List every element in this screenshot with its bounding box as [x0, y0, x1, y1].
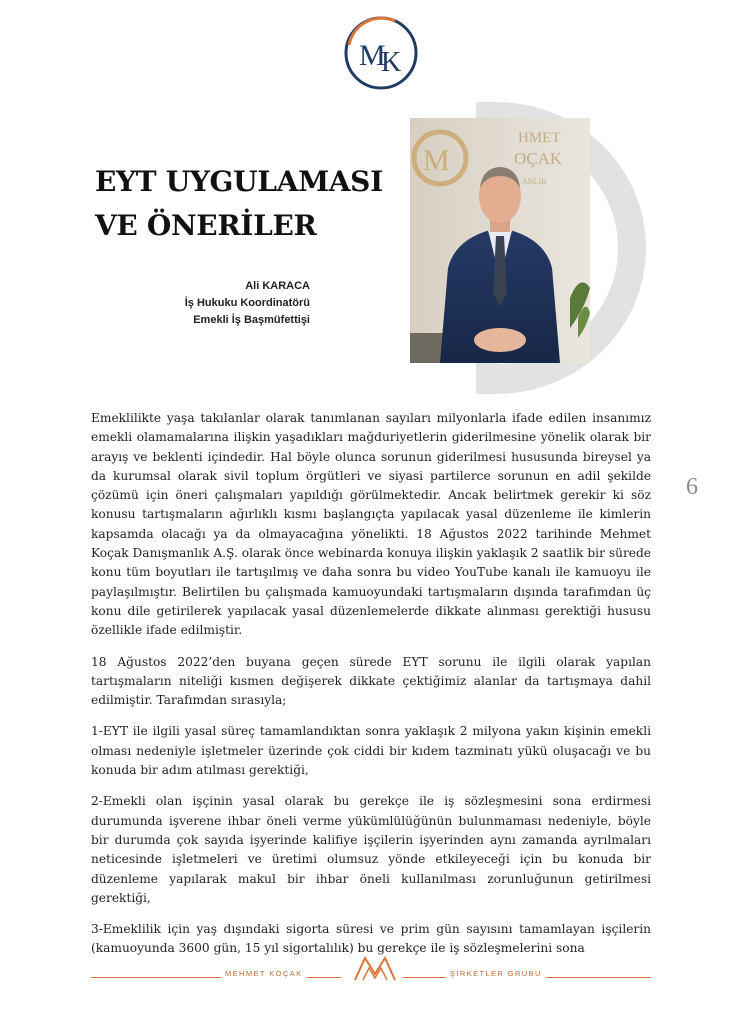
svg-text:M: M — [359, 39, 386, 72]
svg-text:K: K — [381, 47, 402, 78]
footer-brand-right: ŞİRKETLER GRUBU — [446, 969, 546, 978]
svg-text:HMET: HMET — [518, 130, 561, 146]
author-name: Ali KARACA — [245, 280, 310, 292]
svg-text:M: M — [423, 144, 450, 177]
paragraph: Emeklilikte yaşa takılanlar olarak tanımlanan sayıları milyonlarla ifade edilen insanımız emekli olamamalarına ilişkin yaşadıkları mağduriyetlerin giderilmesine yönelik olarak bir arayış ve beklenti içindedir. Hal böyle olunca sorunun giderilmesi hususunda bireysel ya da kurumsal olarak sivil toplum örgütleri ve siyasi partilerce sorunun en adil şekilde çözümü için öneri çalışmaları yapıldığı görülmektedir. Ancak belirtmek gerekir ki söz konusu tartışmaların ağırlıklı kısmı başlangıçta yapılacak yasal düzenleme ile kimlerin kapsamda olacağı ya da olmayacağına yönelikti. 18 Ağustos 2022 tarihinde Mehmet Koçak Danışmanlık A.Ş. olarak önce webinarda konuya ilişkin yaklaşık 2 saatlik bir sürede konu tüm boyutları ile tartışılmış ve daha sonra bu video YouTube kanalı ile kamuoyu ile paylaşılmıştır. Belirtilen bu çalışmada kamuoyundaki tartışmaların dışında tarafımdan üç konu dile getirilerek yapılacak yasal düzenlemelerde dikkate alınması gerektiği hususu özellikle ifade edilmiştir. — [91, 411, 651, 638]
author-block — [140, 278, 310, 329]
footer — [91, 950, 651, 990]
footer-emblem-icon — [353, 952, 397, 984]
author-role: İş Hukuku Koordinatörü — [184, 297, 310, 309]
svg-text:OÇAK: OÇAK — [514, 149, 563, 168]
page-number: 6 — [686, 474, 698, 500]
paragraph: 1-EYT ile ilgili yasal süreç tamamlandıktan sonra yaklaşık 2 milyona yakın kişinin emekli olması nedeniyle işletmeler üzerinde çok ciddi bir kıdem tazminatı yükü oluşacağı ve bu konuda bir adım atılması gerektiği, — [91, 724, 651, 778]
author-photo — [410, 118, 590, 363]
footer-brand-left: MEHMET KOÇAK — [221, 969, 307, 978]
article-body — [91, 409, 651, 971]
page-title: EYT UYGULAMASI VE ÖNERİLER — [95, 165, 383, 242]
paragraph: 2-Emekli olan işçinin yasal olarak bu gerekçe ile iş sözleşmesini sona erdirmesi durumunda işverene ihbar öneli verme yükümlülüğünün bulunmaması nedeniyle, böyle bir durumda çok sayıda işyerinde kalifiye işçilerin işyerinden aynı zamanda ayrılmaları neticesinde işletmeleri ve üretimi olumsuz yönde etkileyeceği için bu konuda bir düzenleme yapılarak makul bir ihbar öneli kullanılması zorunluğunun getirilmesi gerektiği, — [91, 794, 651, 905]
mk-logo — [343, 15, 419, 91]
svg-text:ANLIK: ANLIK — [522, 177, 547, 186]
paragraph: 3-Emeklilik için yaş dışındaki sigorta süresi ve prim gün sayısını tamamlayan işçilerin (kamuoyunda 3600 gün, 15 yıl sigortalılık) bu gerekçe ile iş sözleşmelerini sona — [91, 922, 651, 956]
paragraph: 18 Ağustos 2022’den buyana geçen sürede EYT sorunu ile ilgili olarak yapılan tartışmaların niteliği kısmen değişerek dikkate çektiğimiz alanlar da tartışmaya dahil edilmiştir. Tarafımdan sırasıyla; — [91, 654, 651, 708]
author-role: Emekli İş Başmüfettişi — [193, 314, 310, 326]
